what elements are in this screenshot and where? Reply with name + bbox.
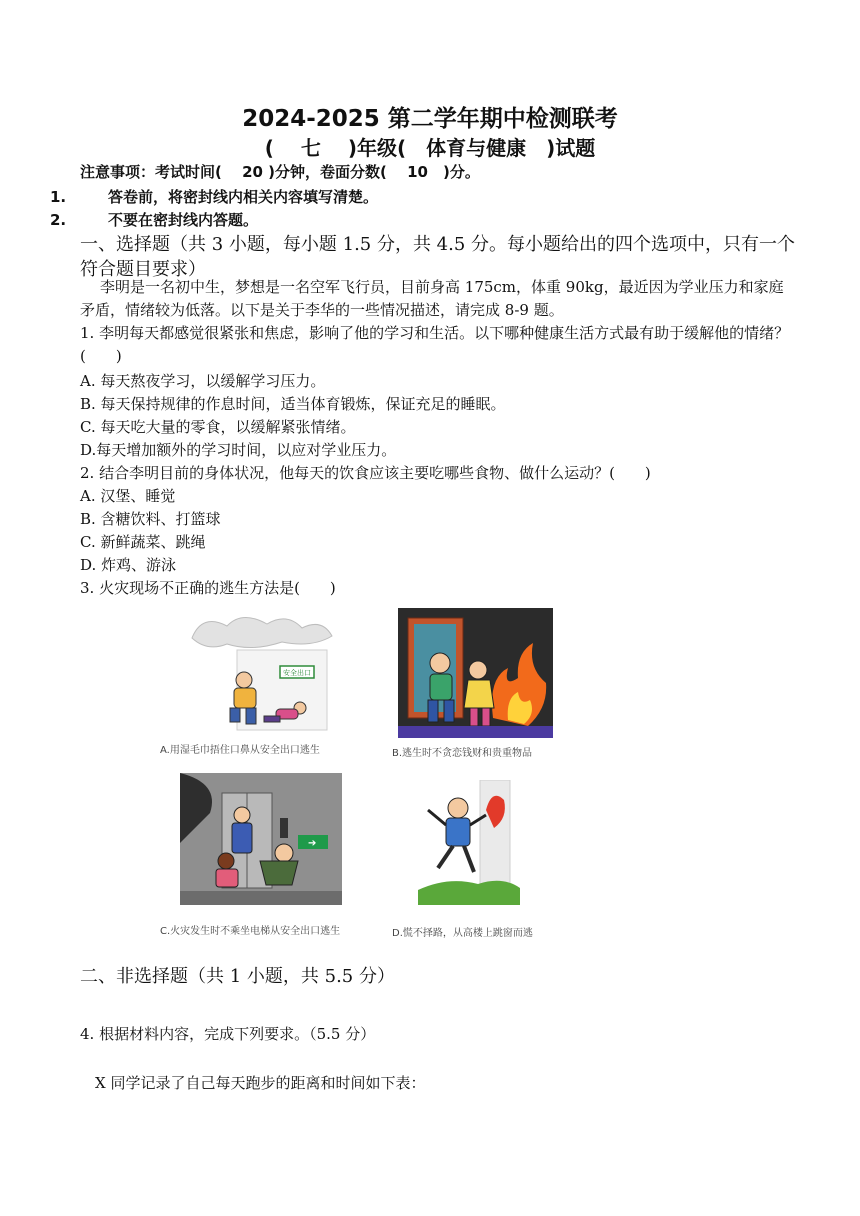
- figure-b-caption: B.逃生时不贪恋钱财和贵重物品: [392, 748, 533, 759]
- figure-c-illustration: [180, 773, 342, 905]
- rule-number: 2.: [50, 211, 67, 229]
- section-1-heading: 一、选择题（共 3 小题，每小题 1.5 分，共 4.5 分。每小题给出的四个选项中，只有一个符合题目要求）: [80, 234, 796, 280]
- rule-item-1: [50, 186, 378, 207]
- figure-b-illustration: [398, 608, 553, 738]
- exam-notice: 注意事项：考试时间( 20 )分钟，卷面分数( 10 )分。: [80, 163, 480, 181]
- q2-option-a: A. 汉堡、睡觉: [80, 487, 176, 505]
- question-4-stem: 4. 根据材料内容，完成下列要求。（5.5 分）: [80, 1025, 376, 1043]
- figure-a-caption: A.用湿毛巾捂住口鼻从安全出口逃生: [160, 745, 320, 756]
- question-2-stem: 2. 结合李明目前的身体状况，他每天的饮食应该主要吃哪些食物、做什么运动？( ): [80, 464, 651, 482]
- rule-number: 1.: [50, 188, 67, 206]
- figure-d-illustration: [408, 780, 526, 905]
- q2-option-b: B. 含糖饮料、打篮球: [80, 510, 221, 528]
- svg-text:➔: ➔: [308, 838, 317, 849]
- q1-option-d: D.每天增加额外的学习时间，以应对学业压力。: [80, 441, 397, 459]
- question-4-intro: X 同学记录了自己每天跑步的距离和时间如下表：: [95, 1074, 426, 1092]
- q1-option-b: B. 每天保持规律的作息时间，适当体育锻炼，保证充足的睡眠。: [80, 395, 506, 413]
- q1-option-c: C. 每天吃大量的零食，以缓解紧张情绪。: [80, 418, 356, 436]
- figure-d-caption: D.慌不择路，从高楼上跳窗而逃: [392, 928, 533, 939]
- exam-title: 2024-2025 第二学年期中检测联考: [242, 106, 618, 132]
- figure-a-illustration: [182, 608, 357, 733]
- rule-item-2: [50, 209, 258, 230]
- rule-text: 答卷前，将密封线内相关内容填写清楚。: [108, 188, 379, 206]
- material-intro: 李明是一名初中生，梦想是一名空军飞行员，目前身高 175cm，体重 90kg，最近因为学业压力和家庭矛盾，情绪较为低落。以下是关于李华的一些情况描述，请完成 8-9 题。: [80, 278, 784, 319]
- q2-option-d: D. 炸鸡、游泳: [80, 556, 177, 574]
- figure-c-caption: C.火灾发生时不乘坐电梯从安全出口逃生: [160, 926, 341, 937]
- rule-text: 不要在密封线内答题。: [108, 211, 259, 229]
- section-2-heading: 二、非选择题（共 1 小题，共 5.5 分）: [80, 966, 395, 987]
- question-1-stem: 1. 李明每天都感觉很紧张和焦虑，影响了他的学习和生活。以下哪种健康生活方式最有助于缓解他的情绪？( ): [80, 324, 790, 365]
- exam-subtitle: ( 七 )年级( 体育与健康 )试题: [264, 136, 596, 160]
- q2-option-c: C. 新鲜蔬菜、跳绳: [80, 533, 206, 551]
- q1-option-a: A. 每天熬夜学习，以缓解学习压力。: [80, 372, 326, 390]
- question-3-stem: 3. 火灾现场不正确的逃生方法是( ): [80, 579, 336, 597]
- exit-sign-text: 安全出口: [283, 669, 311, 677]
